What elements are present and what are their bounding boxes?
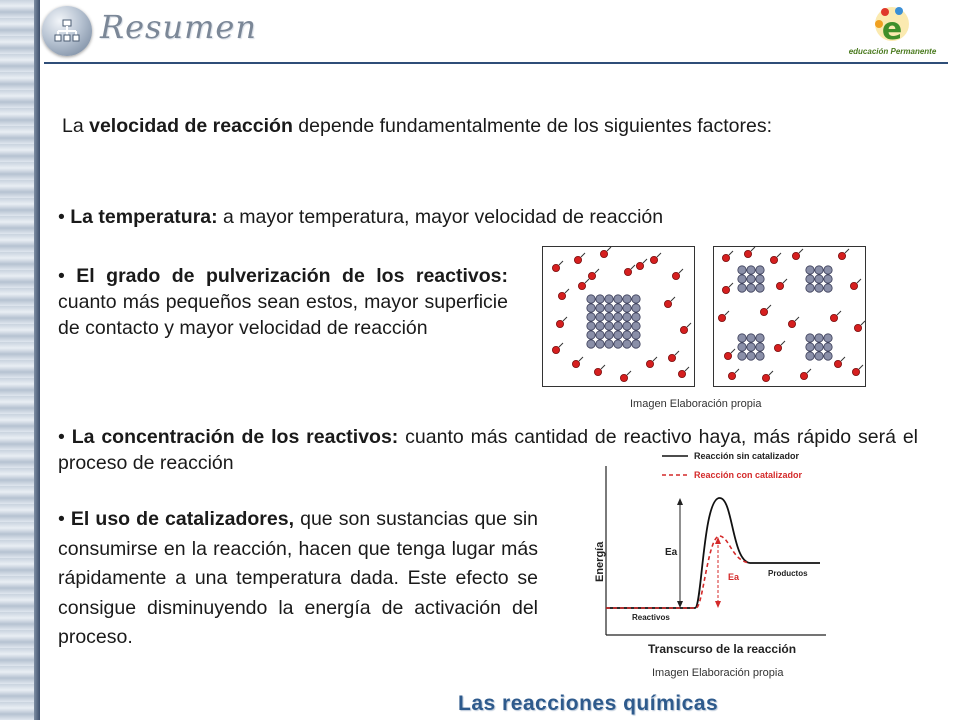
solid-particle — [614, 322, 622, 330]
factor-concentration-title: La concentración de los reactivos: — [71, 426, 399, 448]
solid-particle — [587, 340, 595, 348]
reactant-particle — [762, 374, 769, 381]
solid-particle — [632, 340, 640, 348]
figure1-caption: Imagen Elaboración propia — [630, 398, 762, 410]
solid-particle — [747, 334, 755, 342]
reactant-particle — [672, 272, 679, 279]
solid-particle — [756, 343, 764, 351]
ea-cat-label: Ea — [728, 572, 740, 582]
solid-particle — [815, 284, 823, 292]
solid-particle — [605, 340, 613, 348]
reactant-particle — [760, 308, 767, 315]
reactant-particle — [838, 252, 845, 259]
header-divider — [44, 62, 948, 64]
ea-label: Ea — [665, 547, 678, 558]
reactant-particle — [646, 360, 653, 367]
reactant-particle — [776, 282, 783, 289]
ea-cat-arrow-head-down — [715, 601, 721, 608]
solid-particle — [815, 334, 823, 342]
solid-particle — [824, 343, 832, 351]
solid-particle — [738, 284, 746, 292]
factor-concentration: • La concentración de los reactivos: cuanto más cantidad de reactivo haya, más rápido será el proceso de reacción — [58, 426, 918, 474]
reactant-particle — [680, 326, 687, 333]
curve-without-catalyst — [606, 498, 820, 608]
reactant-particle — [722, 286, 729, 293]
reactant-particle — [600, 250, 607, 257]
solid-particle — [596, 295, 604, 303]
ea-arrow-head-up — [677, 498, 683, 505]
factor-concentration-text: cuanto más cantidad de reactivo haya, más rápido será el proceso de reacción — [58, 426, 918, 474]
solid-particle — [632, 331, 640, 339]
reactant-particle — [650, 256, 657, 263]
solid-particle — [806, 343, 814, 351]
panel-pulverized-blocks — [714, 247, 866, 387]
intro-paragraph — [62, 113, 862, 139]
reactant-particle — [664, 300, 671, 307]
solid-particle — [756, 284, 764, 292]
solid-particle — [738, 266, 746, 274]
solid-particle — [756, 266, 764, 274]
solid-particle — [623, 322, 631, 330]
factor-catalysts: • El uso de catalizadores, que son sustancias que sin consumirse en la reacción, hacen que tenga lugar más rápidamente a una temperatura dada. Este efecto se consigue disminuyendo la energía de activación del proceso. — [58, 508, 539, 648]
left-decorative-stripe — [0, 0, 40, 720]
reactant-particle — [774, 344, 781, 351]
y-axis-label: Energía — [594, 541, 606, 582]
reactant-particle — [728, 372, 735, 379]
solid-particle — [806, 266, 814, 274]
solid-particle — [756, 352, 764, 360]
factor-temperature: • La temperatura: a mayor temperatura, mayor velocidad de reacción — [58, 206, 664, 228]
reactant-particle — [620, 374, 627, 381]
solid-particle — [815, 275, 823, 283]
reactant-particle — [588, 272, 595, 279]
solid-particle — [738, 343, 746, 351]
solid-particle — [747, 343, 755, 351]
solid-particle — [623, 331, 631, 339]
solid-particle — [815, 352, 823, 360]
factor-pulverization: • El grado de pulverización de los reactivos: cuanto más pequeños sean estos, mayor superficie de contacto y mayor velocidad de reacción — [58, 265, 508, 339]
reactant-particle — [724, 352, 731, 359]
solid-particle — [605, 331, 613, 339]
reactant-particle — [552, 264, 559, 271]
reactant-particle — [744, 250, 751, 257]
factor-temperature-text: a mayor temperatura, mayor velocidad de reacción — [217, 206, 664, 228]
reactant-particle — [594, 368, 601, 375]
solid-particle — [806, 284, 814, 292]
solid-particle — [614, 340, 622, 348]
reactant-particle — [678, 370, 685, 377]
solid-particle — [605, 304, 613, 312]
solid-particle — [738, 334, 746, 342]
reactant-particle — [556, 320, 563, 327]
solid-particle — [587, 295, 595, 303]
reactant-particle — [854, 324, 861, 331]
solid-particle — [614, 295, 622, 303]
solid-particle — [605, 295, 613, 303]
solid-particle — [756, 275, 764, 283]
solid-particle — [632, 322, 640, 330]
solid-particle — [824, 275, 832, 283]
solid-particle — [747, 266, 755, 274]
reactant-particle — [636, 262, 643, 269]
solid-particle — [614, 313, 622, 321]
solid-particle — [623, 295, 631, 303]
reactant-particle — [850, 282, 857, 289]
solid-particle — [738, 275, 746, 283]
solid-particle — [806, 275, 814, 283]
reactant-particle — [552, 346, 559, 353]
reactant-particle — [558, 292, 565, 299]
solid-particle — [596, 322, 604, 330]
solid-particle — [623, 313, 631, 321]
solid-particle — [632, 295, 640, 303]
page-title: Resumen — [100, 8, 257, 46]
ea-arrow-head-down — [677, 601, 683, 608]
brand-text: educación Permanente — [848, 47, 937, 56]
products-label: Productos — [768, 569, 808, 578]
solid-particle — [587, 313, 595, 321]
solid-particle — [824, 266, 832, 274]
solid-particle — [587, 322, 595, 330]
solid-particle — [614, 304, 622, 312]
reactants-label: Reactivos — [632, 613, 670, 622]
solid-particle — [824, 334, 832, 342]
solid-particle — [587, 304, 595, 312]
factor-catalysts-title: El uso de catalizadores, — [70, 508, 295, 530]
reactant-particle — [668, 354, 675, 361]
reactant-particle — [834, 360, 841, 367]
factor-temperature-title: La temperatura: — [70, 206, 218, 228]
reactant-particle — [574, 256, 581, 263]
solid-particle — [815, 266, 823, 274]
brand-glyph: e — [881, 12, 903, 47]
solid-particle — [623, 340, 631, 348]
solid-particle — [738, 352, 746, 360]
solid-particle — [632, 313, 640, 321]
solid-particle — [596, 313, 604, 321]
reactant-particle — [788, 320, 795, 327]
solid-particle — [756, 334, 764, 342]
factor-pulverization-text: cuanto más pequeños sean estos, mayor superficie de contacto y mayor velocidad de reacción — [58, 291, 508, 339]
intro-bold: velocidad de reacción — [89, 115, 293, 137]
brand-logo — [835, 4, 950, 60]
sitemap-icon — [42, 6, 92, 56]
solid-particle — [596, 331, 604, 339]
reactant-particle — [770, 256, 777, 263]
reactant-particle — [830, 314, 837, 321]
solid-particle — [747, 284, 755, 292]
solid-particle — [596, 340, 604, 348]
solid-particle — [806, 334, 814, 342]
solid-particle — [605, 313, 613, 321]
legend-solid-label: Reacción sin catalizador — [694, 451, 800, 461]
reactant-particle — [800, 372, 807, 379]
factor-pulverization-title: El grado de pulverización de los reactivos: — [76, 265, 508, 287]
x-axis-label: Transcurso de la reacción — [648, 642, 797, 656]
solid-particle — [806, 352, 814, 360]
reactant-particle — [624, 268, 631, 275]
solid-particle — [815, 343, 823, 351]
solid-particle — [747, 352, 755, 360]
solid-particle — [632, 304, 640, 312]
solid-particle — [587, 331, 595, 339]
reactant-particle — [718, 314, 725, 321]
reactant-particle — [722, 254, 729, 261]
intro-pre: La — [62, 115, 90, 137]
reactant-particle — [792, 252, 799, 259]
footer-title: Las reacciones químicas — [458, 692, 719, 715]
solid-particle — [623, 304, 631, 312]
reactant-particle — [578, 282, 585, 289]
solid-particle — [824, 352, 832, 360]
reactant-particle — [572, 360, 579, 367]
particle-diagram — [542, 246, 866, 388]
energy-diagram — [590, 446, 835, 666]
factor-catalysts-text: que son sustancias que sin consumirse en la reacción, hacen que tenga lugar más rápidamente a una temperatura dada. Este efecto se consigue disminuyendo la energía de activación del proceso. — [58, 508, 539, 648]
solid-particle — [596, 304, 604, 312]
reactant-particle — [852, 368, 859, 375]
solid-particle — [824, 284, 832, 292]
solid-particle — [747, 275, 755, 283]
figure2-caption: Imagen Elaboración propia — [652, 667, 784, 679]
intro-post: depende fundamentalmente de los siguientes factores: — [292, 115, 773, 137]
legend-dashed-label: Reacción con catalizador — [694, 470, 803, 480]
solid-particle — [614, 331, 622, 339]
solid-particle — [605, 322, 613, 330]
